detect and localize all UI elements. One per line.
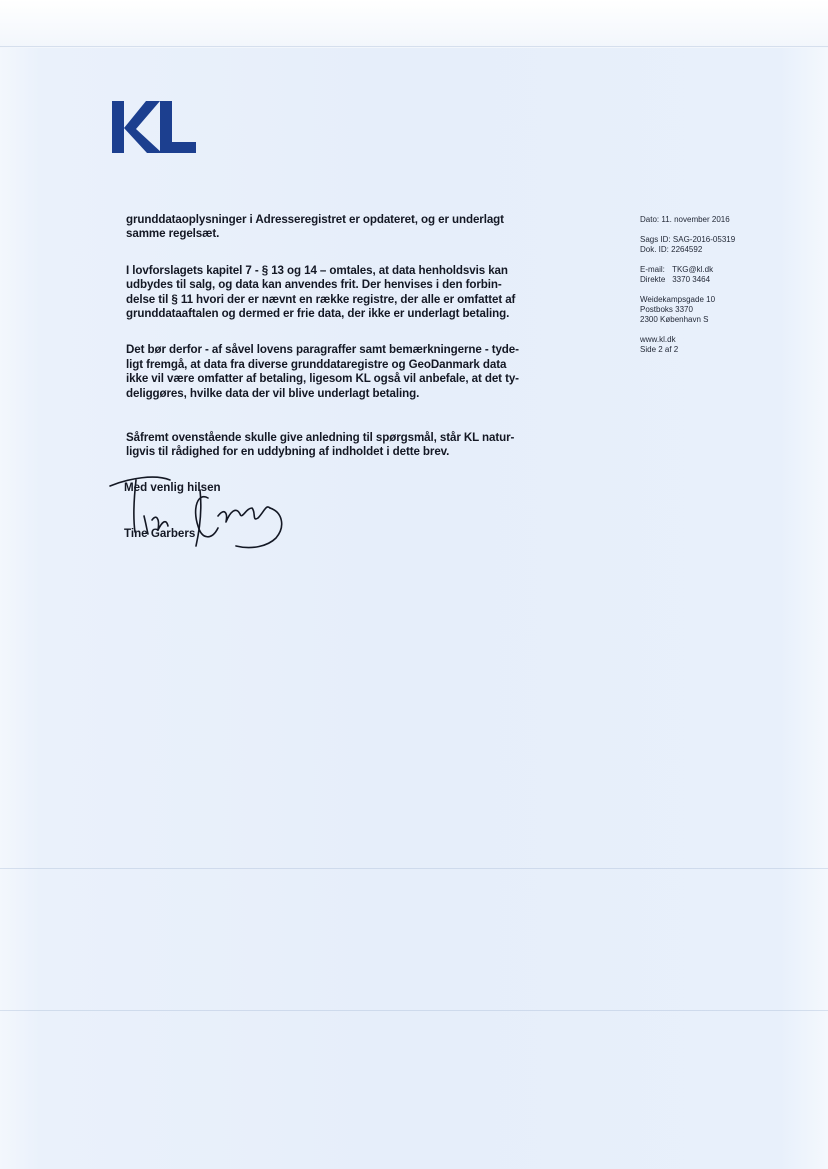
letter-body xyxy=(126,213,536,474)
document-id: Dok. ID: 2264592 xyxy=(640,245,703,254)
address-line: Weidekampsgade 10 xyxy=(640,295,716,304)
sender-info xyxy=(640,215,770,365)
phone-value: 3370 3464 xyxy=(672,275,711,284)
case-id: Sags ID: SAG-2016-05319 xyxy=(640,235,736,244)
scan-top-band xyxy=(0,0,828,48)
paragraph: Det bør derfor - af såvel lovens paragraffer samt bemærkningerne - tyde- ligt fremgå, at data fra diverse grunddataregistre og GeoDanmark data ikke vil være omfatter af betaling, ligesom KL også vil anbefale, at det ty- deliggøres, hvilke data der vil blive underlagt betaling. xyxy=(126,343,519,400)
closing: Med venlig hilsen xyxy=(124,481,221,494)
date-line: Dato: 11. november 2016 xyxy=(640,215,730,224)
address-line: 2300 København S xyxy=(640,315,709,324)
website: www.kl.dk xyxy=(640,335,676,344)
phone-line xyxy=(640,275,770,285)
handwritten-signature xyxy=(100,468,300,558)
paragraph: Såfremt ovenstående skulle give anledning til spørgsmål, står KL natur- ligvis til rådighed for en uddybning af indholdet i dette brev. xyxy=(126,431,515,459)
email-value: TKG@kl.dk xyxy=(672,265,714,274)
email-line xyxy=(640,265,770,275)
phone-label: Direkte xyxy=(640,275,666,284)
paragraph: I lovforslagets kapitel 7 - § 13 og 14 – omtales, at data henholdsvis kan udbydes til salg, og data kan anvendes frit. Der henvises i den forbin- delse til § 11 hvori der er nævnt en række registre, der alle er omfattet af grunddataaftalen og dermed er frie data, der ikke er underlagt betaling. xyxy=(126,263,516,321)
page-number: Side 2 af 2 xyxy=(640,345,679,354)
scan-streak xyxy=(0,1010,828,1011)
address-line: Postboks 3370 xyxy=(640,305,693,314)
scan-streak xyxy=(0,46,828,47)
kl-logo xyxy=(110,98,200,158)
email-label: E-mail: xyxy=(640,265,665,274)
paragraph: grunddataoplysninger i Adresseregistret er opdateret, og er underlagt samme regelsæt. xyxy=(126,213,504,241)
signer-name: Tine Garbers xyxy=(124,527,196,540)
scan-streak xyxy=(0,868,828,869)
